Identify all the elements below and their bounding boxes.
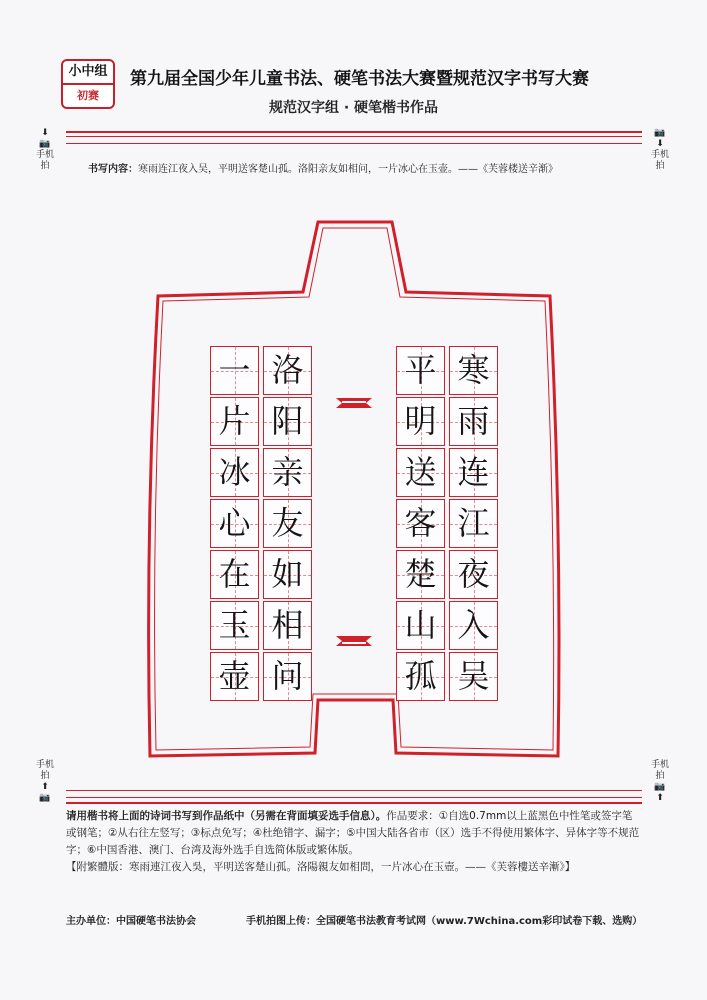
ribbon-mark-top <box>336 398 372 408</box>
footer-organizer: 主办单位：中国硬笔书法协会 <box>66 916 196 927</box>
handwritten-character: 明 <box>404 402 437 440</box>
handwritten-character: 入 <box>457 606 490 644</box>
handwritten-character: 雨 <box>457 402 490 440</box>
handwritten-character: 一 <box>218 351 251 389</box>
corner-label-top-left: ⬇📷 手机拍 <box>36 128 55 171</box>
requirements-traditional: 【附繁體版：寒雨連江夜入吳，平明送客楚山孤。洛陽親友如相問，一片冰心在玉壺。——《芙蓉樓送辛漸》】 <box>66 861 576 873</box>
grid-cell <box>396 397 445 446</box>
page-subtitle: 规范汉字组 · 硬笔楷书作品 <box>268 100 439 116</box>
handwritten-character: 山 <box>404 606 437 644</box>
grid-cell <box>263 448 312 497</box>
grid-cell <box>210 601 259 650</box>
footer-upload: 手机拍图上传：全国硬笔书法教育考试网（www.7Wchina.com彩印试卷下载、选购） <box>246 916 643 927</box>
handwritten-character: 夜 <box>457 555 490 593</box>
handwritten-character: 送 <box>404 453 437 491</box>
handwritten-character: 冰 <box>218 453 251 491</box>
writing-grid-right <box>396 346 498 695</box>
handwritten-character: 吴 <box>457 657 490 695</box>
grid-cell <box>449 652 498 701</box>
grid-cell <box>396 448 445 497</box>
handwritten-character: 亲 <box>271 453 304 491</box>
handwritten-character: 江 <box>457 504 490 542</box>
corner-label-bottom-left: 手机拍 ⬆📷 <box>36 760 55 803</box>
requirements-lead: 请用楷书将上面的诗词书写到作品纸中（另需在背面填妥选手信息）。 <box>66 810 387 822</box>
handwritten-character: 玉 <box>218 606 251 644</box>
handwritten-character: 阳 <box>271 402 304 440</box>
writing-content-label: 书写内容： <box>88 164 138 175</box>
handwritten-character: 洛 <box>271 351 304 389</box>
requirements-block <box>66 808 642 876</box>
grid-cell <box>210 448 259 497</box>
grid-cell <box>263 346 312 395</box>
writing-content-text: 寒雨连江夜入吴，平明送客楚山孤。洛阳亲友如相问，一片冰心在玉壶。——《芙蓉楼送辛渐》 <box>138 164 558 175</box>
handwritten-character: 平 <box>404 351 437 389</box>
grid-cell <box>263 601 312 650</box>
grid-cell <box>449 448 498 497</box>
writing-grid-left <box>210 346 312 695</box>
requirements-body: 作品要求：①自选0.7mm以上蓝黑色中性笔或签字笔或钢笔；②从右往左竖写；③标点免写；④杜绝错字、漏字；⑤中国大陆各省市（区）选手不得使用繁体字、异体字等不规范字；⑥中国香港、澳门、台湾及海外选手自选简体版或繁体版。 <box>66 810 640 856</box>
ribbon-mark-bottom <box>336 636 372 646</box>
grid-cell <box>263 397 312 446</box>
grid-cell <box>396 652 445 701</box>
handwritten-character: 壶 <box>218 657 251 695</box>
corner-label-bottom-right: 手机拍 📷⬆ <box>651 760 670 803</box>
corner-label-top-right: 📷⬇ 手机拍 <box>651 128 670 171</box>
handwritten-character: 客 <box>404 504 437 542</box>
handwritten-character: 楚 <box>404 555 437 593</box>
grid-cell <box>449 601 498 650</box>
grid-cell <box>396 499 445 548</box>
group-badge-bottom: 初赛 <box>77 89 99 102</box>
grid-cell <box>210 499 259 548</box>
grid-cell <box>449 499 498 548</box>
grid-cell <box>263 652 312 701</box>
grid-cell <box>210 550 259 599</box>
handwritten-character: 问 <box>271 657 304 695</box>
handwritten-character: 寒 <box>457 351 490 389</box>
handwritten-character: 在 <box>218 555 251 593</box>
grid-cell <box>210 652 259 701</box>
group-badge-top: 小中组 <box>63 61 113 85</box>
handwritten-character: 心 <box>218 504 251 542</box>
grid-cell <box>210 346 259 395</box>
handwritten-character: 片 <box>218 402 251 440</box>
handwritten-character: 孤 <box>404 657 437 695</box>
handwritten-character: 相 <box>271 606 304 644</box>
grid-cell <box>449 550 498 599</box>
grid-cell <box>263 499 312 548</box>
grid-cell <box>449 346 498 395</box>
grid-cell <box>396 346 445 395</box>
grid-cell <box>449 397 498 446</box>
grid-cell <box>263 550 312 599</box>
grid-cell <box>396 601 445 650</box>
handwritten-character: 友 <box>271 504 304 542</box>
grid-cell <box>396 550 445 599</box>
handwritten-character: 连 <box>457 453 490 491</box>
handwritten-character: 如 <box>271 555 304 593</box>
page-title: 第九届全国少年儿童书法、硬笔书法大赛暨规范汉字书写大赛 <box>130 69 589 89</box>
grid-cell <box>210 397 259 446</box>
